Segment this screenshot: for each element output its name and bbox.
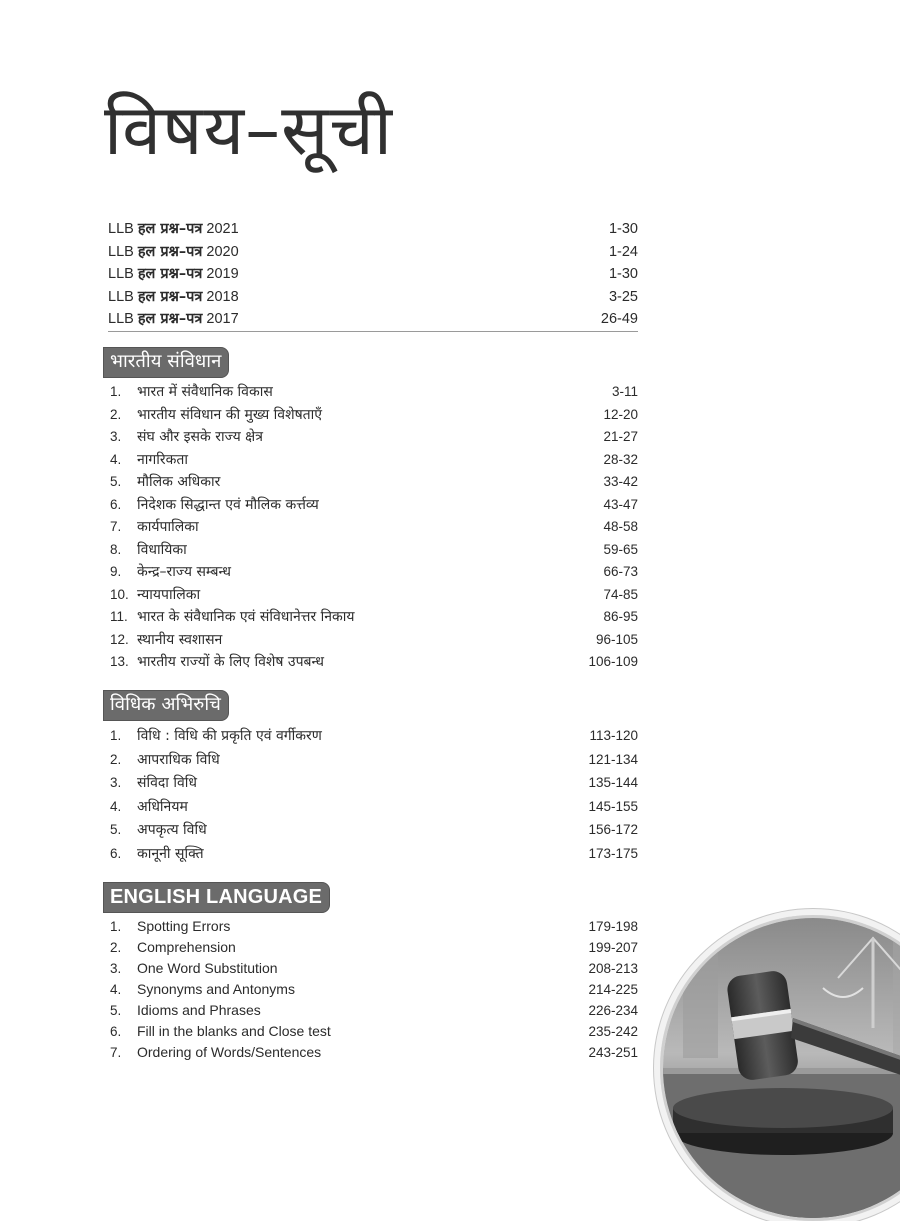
item-pages: 21-27 (603, 429, 638, 444)
item-pages: 3-11 (611, 384, 638, 399)
item-title: भारत में संवैधानिक विकास (137, 384, 273, 400)
paper-label: हल प्रश्न–पत्र (137, 266, 203, 282)
item-pages: 173-175 (588, 845, 638, 861)
item-pages: 135-144 (588, 775, 638, 790)
item-number: 10. (110, 586, 129, 602)
paper-label: हल प्रश्न–पत्र (137, 288, 203, 305)
item-pages: 86-95 (603, 609, 638, 624)
item-pages: 48-58 (603, 519, 638, 534)
toc-row (110, 382, 638, 405)
item-pages: 96-105 (595, 631, 638, 647)
toc-row (110, 405, 638, 428)
item-pages: 235-242 (588, 1024, 638, 1039)
item-number: 4. (110, 451, 122, 467)
item-number: 3. (110, 775, 122, 790)
item-title: Fill in the blanks and Close test (137, 1023, 331, 1039)
item-title: Idioms and Phrases (137, 1002, 261, 1018)
toc-row (110, 652, 638, 675)
item-pages: 113-120 (589, 728, 638, 743)
item-title: मौलिक अधिकार (137, 474, 221, 490)
item-number: 1. (110, 728, 122, 743)
item-pages: 43-47 (603, 496, 638, 512)
item-pages: 156-172 (588, 822, 638, 837)
paper-prefix: LLB (108, 311, 134, 327)
item-title: भारत के संवैधानिक एवं संविधानेत्तर निकाय (137, 609, 355, 625)
paper-label: हल प्रश्न–पत्र (137, 221, 203, 237)
toc-row (110, 562, 638, 585)
item-pages: 59-65 (603, 541, 638, 557)
item-title: भारतीय संविधान की मुख्य विशेषताएँ (137, 406, 323, 423)
item-title: स्थानीय स्वशासन (137, 631, 223, 648)
item-pages: 12-20 (603, 406, 638, 422)
item-number: 11. (110, 609, 128, 624)
paper-label: हल प्रश्न–पत्र (137, 311, 203, 327)
item-number: 1. (110, 384, 122, 399)
toc-row (110, 960, 638, 981)
item-number: 5. (110, 1003, 122, 1018)
toc-row (110, 450, 638, 473)
toc-row (110, 585, 638, 608)
item-number: 5. (110, 474, 122, 489)
toc-english (110, 918, 638, 1065)
section-heading-english: ENGLISH LANGUAGE (104, 883, 329, 912)
page-title: विषय–सूची (104, 89, 394, 171)
toc-constitution (110, 382, 638, 675)
item-pages: 28-32 (603, 451, 638, 467)
item-title: विधायिका (137, 541, 187, 558)
section-heading-legal-aptitude: विधिक अभिरुचि (104, 691, 228, 720)
item-title: Synonyms and Antonyms (137, 981, 295, 997)
item-pages: 66-73 (603, 564, 638, 579)
paper-year: 2020 (206, 243, 239, 260)
paper-year: 2018 (206, 288, 239, 305)
toc-row (110, 797, 638, 821)
item-number: 1. (110, 919, 122, 934)
paper-pages: 1-30 (608, 221, 638, 237)
toc-row (110, 844, 638, 868)
toc-row (110, 540, 638, 563)
item-title: अधिनियम (137, 798, 188, 815)
item-title: भारतीय राज्यों के लिए विशेष उपबन्ध (137, 654, 325, 670)
item-number: 3. (110, 961, 122, 976)
item-title: संविदा विधि (137, 775, 198, 791)
item-number: 6. (110, 845, 122, 861)
item-title: संघ और इसके राज्य क्षेत्र (137, 429, 263, 445)
item-title: कानूनी सूक्ति (137, 845, 204, 862)
item-pages: 214-225 (588, 982, 638, 997)
item-number: 13. (110, 654, 129, 669)
solved-papers-list (108, 218, 638, 332)
toc-row (110, 726, 638, 750)
item-number: 5. (110, 822, 122, 837)
item-number: 7. (110, 519, 122, 534)
paper-pages: 3-25 (608, 288, 638, 305)
paper-pages: 26-49 (600, 311, 638, 327)
item-title: कार्यपालिका (137, 519, 199, 535)
item-number: 2. (110, 940, 122, 955)
toc-row (110, 472, 638, 495)
toc-row (110, 1002, 638, 1023)
item-title: Spotting Errors (137, 918, 231, 934)
item-title: विधि : विधि की प्रकृति एवं वर्गीकरण (137, 728, 322, 744)
paper-row (108, 263, 638, 286)
item-number: 8. (110, 541, 122, 557)
toc-row (110, 427, 638, 450)
toc-row (110, 750, 638, 774)
item-pages: 74-85 (603, 586, 638, 602)
item-pages: 199-207 (588, 940, 638, 955)
item-pages: 33-42 (603, 474, 638, 489)
paper-pages: 1-30 (608, 266, 638, 282)
paper-year: 2021 (206, 221, 239, 237)
toc-row (110, 607, 638, 630)
item-pages: 226-234 (588, 1003, 638, 1018)
item-pages: 179-198 (588, 919, 638, 934)
paper-row (108, 218, 638, 241)
paper-row (108, 241, 638, 264)
toc-row (110, 1044, 638, 1065)
item-title: Ordering of Words/Sentences (137, 1044, 322, 1060)
paper-row (108, 308, 638, 331)
toc-row (110, 981, 638, 1002)
toc-row (110, 820, 638, 844)
item-number: 6. (110, 496, 122, 512)
paper-prefix: LLB (108, 243, 134, 260)
item-pages: 208-213 (588, 961, 638, 976)
toc-legal-aptitude (110, 726, 638, 867)
paper-year: 2019 (206, 266, 239, 282)
item-number: 12. (110, 631, 129, 647)
toc-row (110, 630, 638, 653)
paper-prefix: LLB (108, 266, 134, 282)
item-title: अपकृत्य विधि (137, 822, 207, 838)
item-number: 4. (110, 798, 122, 814)
toc-row (110, 517, 638, 540)
paper-prefix: LLB (108, 288, 134, 305)
paper-row (108, 286, 638, 309)
item-number: 2. (110, 406, 122, 422)
item-title: One Word Substitution (137, 960, 278, 976)
item-number: 3. (110, 429, 122, 444)
toc-row (110, 939, 638, 960)
item-number: 9. (110, 564, 122, 579)
item-title: Comprehension (137, 939, 236, 955)
item-pages: 145-155 (588, 798, 638, 814)
item-number: 4. (110, 982, 122, 997)
toc-row (110, 773, 638, 797)
item-title: आपराधिक विधि (137, 751, 220, 768)
item-pages: 243-251 (588, 1045, 638, 1060)
item-number: 2. (110, 751, 122, 767)
item-number: 6. (110, 1024, 122, 1039)
paper-pages: 1-24 (608, 243, 638, 260)
item-title: न्यायपालिका (137, 586, 201, 603)
gavel-photo (660, 915, 900, 1221)
toc-row (110, 495, 638, 518)
item-pages: 121-134 (588, 751, 638, 767)
section-heading-constitution: भारतीय संविधान (104, 348, 228, 377)
item-title: केन्द्र–राज्य सम्बन्ध (137, 564, 231, 580)
gavel-icon (663, 918, 900, 1218)
item-title: नागरिकता (137, 451, 188, 468)
item-title: निदेशक सिद्धान्त एवं मौलिक कर्त्तव्य (137, 496, 319, 513)
toc-row (110, 1023, 638, 1044)
paper-prefix: LLB (108, 221, 134, 237)
paper-label: हल प्रश्न–पत्र (137, 243, 203, 260)
item-number: 7. (110, 1045, 122, 1060)
toc-row (110, 918, 638, 939)
item-pages: 106-109 (588, 654, 638, 669)
paper-year: 2017 (206, 311, 239, 327)
